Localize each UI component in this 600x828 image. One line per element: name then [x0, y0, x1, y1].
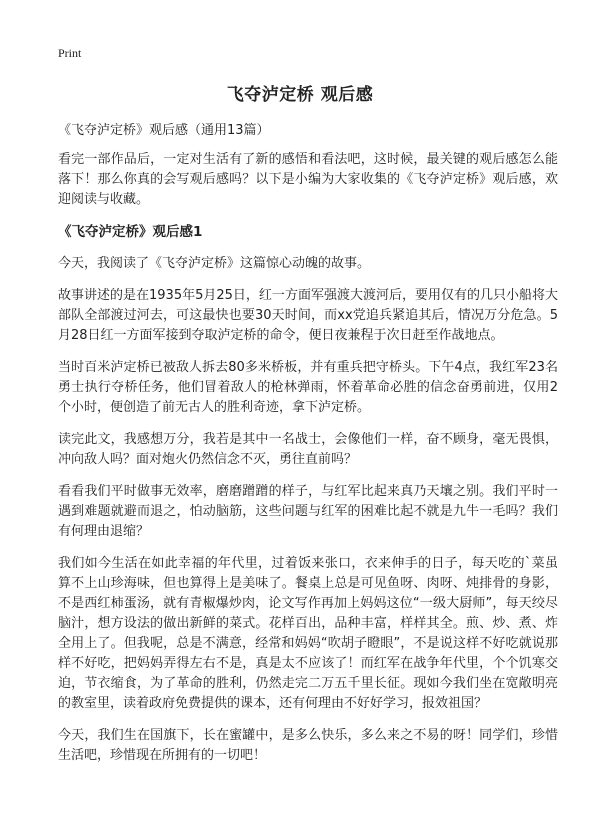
article-body	[58, 122, 558, 778]
body-paragraph: 看看我们平时做事无效率，磨磨蹭蹭的样子，与红军比起来真乃天壤之别。我们平时一遇到难题就避而退之，怕动脑筋，这些问题与红军的困难比起不就是九牛一毛吗？我们有何理由退缩？	[58, 484, 558, 539]
body-paragraph: 读完此文，我感想万分，我若是其中一名战士，会像他们一样，奋不顾身，毫无畏惧，冲向敌人吗？面对炮火仍然信念不灭，勇往直前吗？	[58, 432, 558, 467]
body-paragraph: 今天，我阅读了《飞夺泸定桥》这篇惊心动魄的故事。	[58, 256, 371, 271]
document-title: 飞夺泸定桥 观后感	[226, 85, 374, 105]
body-paragraph: 当时百米泸定桥已被敌人拆去80多米桥板，并有重兵把守桥头。下午4点，我红军23名勇士执行夺桥任务，他们冒着敌人的枪林弹雨，怀着革命必胜的信念奋勇前进，仅用2个小时，便创造了前无古人的胜利奇迹，拿下泸定桥。	[58, 360, 558, 415]
body-paragraph: 故事讲述的是在1935年5月25日，红一方面军强渡大渡河后，要用仅有的几只小船将大部队全部渡过河去，可这最快也要30天时间，而xx党追兵紧追其后，情况万分危急。5月28日红一方面军接到夺取泸定桥的命令，便日夜兼程于次日赶至作战地点。	[58, 288, 558, 343]
body-paragraph: 今天，我们生在国旗下，长在蜜罐中，是多么快乐，多么来之不易的呀！同学们，珍惜生活吧，珍惜现在所拥有的一切吧！	[58, 728, 558, 763]
section-heading: 《飞夺泸定桥》观后感1	[58, 224, 203, 240]
intro-paragraph: 看完一部作品后，一定对生活有了新的感悟和看法吧，这时候，最关键的观后感怎么能落下！那么你真的会写观后感吗？以下是小编为大家收集的《飞夺泸定桥》观后感，欢迎阅读与收藏。	[58, 152, 558, 207]
print-link[interactable]: Print	[58, 46, 82, 60]
article-subtitle: 《飞夺泸定桥》观后感（通用13篇）	[58, 123, 270, 138]
body-paragraph: 我们如今生活在如此幸福的年代里，过着饭来张口，衣来伸手的日子，每天吃的`菜虽算不上山珍海味，但也算得上是美味了。餐桌上总是可见鱼呀、肉呀、炖排骨的身影，不是西红柿蛋汤，就有青椒爆炒肉，论文写作再加上妈妈这位“一级大厨师”，每天绞尽脑汁，想方设法的做出新鲜的菜式。花样百出，品种丰富，样样其全。煎、炒、煮、炸全用上了。但我呢，总是不满意，经常和妈妈“吹胡子瞪眼”，不是说这样不好吃就说那样不好吃，把妈妈弄得左右不是，真是太不应该了！而红军在战争年代里，个个饥寒交迫，节衣缩食，为了革命的胜利，仍然走完二万五千里长征。现如今我们坐在宽敞明亮的教室里，读着政府免费提供的课本，还有何理由不好好学习，报效祖国？	[58, 556, 558, 711]
